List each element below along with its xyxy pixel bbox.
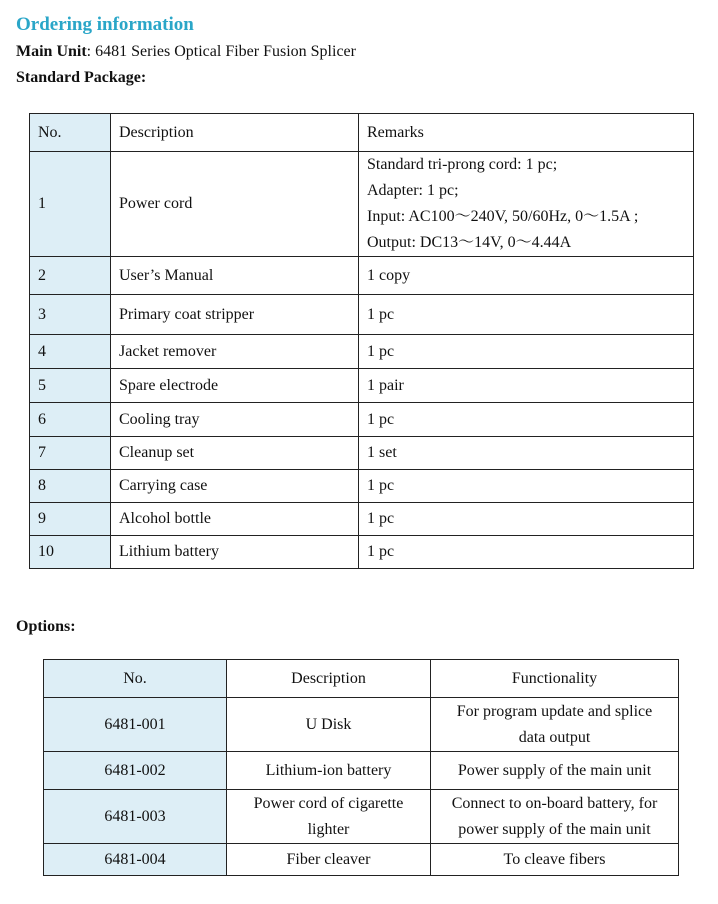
cell-no: 6 bbox=[30, 403, 111, 437]
table-row bbox=[30, 295, 694, 335]
description-line: Lithium-ion battery bbox=[265, 761, 392, 779]
cell-description: Cooling tray bbox=[111, 403, 359, 437]
cell-functionality bbox=[431, 844, 679, 876]
description-line: Fiber cleaver bbox=[286, 850, 371, 868]
cell-description bbox=[227, 698, 431, 752]
remark-line: Input: AC100～240V, 50/60Hz, 0～1.5A ; bbox=[367, 208, 639, 225]
cell-no: 1 bbox=[30, 152, 111, 257]
header-remarks: Remarks bbox=[359, 114, 694, 152]
remark-line: 1 pc bbox=[367, 410, 395, 428]
cell-no: 6481-001 bbox=[44, 698, 227, 752]
table-row bbox=[30, 470, 694, 503]
table-row bbox=[30, 369, 694, 403]
cell-no: 4 bbox=[30, 335, 111, 369]
functionality-line: power supply of the main unit bbox=[458, 820, 651, 838]
cell-description: Spare electrode bbox=[111, 369, 359, 403]
description-line: U Disk bbox=[305, 715, 352, 733]
table-header-row bbox=[44, 660, 679, 698]
cell-description: Primary coat stripper bbox=[111, 295, 359, 335]
cell-remarks bbox=[359, 335, 694, 369]
remark-line: 1 pc bbox=[367, 342, 395, 360]
header-no: No. bbox=[30, 114, 111, 152]
cell-description bbox=[227, 790, 431, 844]
functionality-line: Connect to on-board battery, for bbox=[451, 794, 658, 812]
cell-no: 7 bbox=[30, 437, 111, 470]
cell-no: 9 bbox=[30, 503, 111, 536]
cell-remarks bbox=[359, 536, 694, 569]
cell-functionality bbox=[431, 698, 679, 752]
header-description: Description bbox=[111, 114, 359, 152]
cell-description: Power cord bbox=[111, 152, 359, 257]
options-label: Options: bbox=[16, 618, 76, 635]
cell-description bbox=[227, 752, 431, 790]
description-line: Power cord of cigarette bbox=[253, 794, 404, 812]
cell-description: Alcohol bottle bbox=[111, 503, 359, 536]
standard-package-label: Standard Package: bbox=[16, 69, 147, 86]
remark-line: Standard tri-prong cord: 1 pc; bbox=[367, 156, 558, 173]
options-table bbox=[43, 659, 679, 876]
cell-description: Carrying case bbox=[111, 470, 359, 503]
functionality-line: Power supply of the main unit bbox=[457, 761, 652, 779]
table-row bbox=[30, 536, 694, 569]
cell-no: 2 bbox=[30, 257, 111, 295]
cell-no: 3 bbox=[30, 295, 111, 335]
description-line: lighter bbox=[307, 820, 350, 838]
header-no: No. bbox=[44, 660, 227, 698]
page-title: Ordering information bbox=[16, 14, 194, 35]
cell-no: 8 bbox=[30, 470, 111, 503]
table-row bbox=[44, 790, 679, 844]
cell-remarks bbox=[359, 257, 694, 295]
cell-remarks bbox=[359, 152, 694, 257]
standard-package-table bbox=[29, 113, 694, 569]
header-functionality: Functionality bbox=[431, 660, 679, 698]
cell-description: User’s Manual bbox=[111, 257, 359, 295]
remark-line: 1 set bbox=[367, 444, 397, 461]
table-row bbox=[30, 152, 694, 257]
cell-remarks bbox=[359, 503, 694, 536]
cell-description: Lithium battery bbox=[111, 536, 359, 569]
table-header-row bbox=[30, 114, 694, 152]
cell-functionality bbox=[431, 790, 679, 844]
remark-line: 1 pc bbox=[367, 477, 395, 494]
table-row bbox=[30, 403, 694, 437]
cell-description bbox=[227, 844, 431, 876]
main-unit-line bbox=[16, 43, 356, 61]
cell-no: 5 bbox=[30, 369, 111, 403]
main-unit-value: : 6481 Series Optical Fiber Fusion Splicer bbox=[86, 43, 356, 60]
cell-description: Jacket remover bbox=[111, 335, 359, 369]
remark-line: 1 pair bbox=[367, 376, 404, 394]
cell-functionality bbox=[431, 752, 679, 790]
table-row bbox=[44, 844, 679, 876]
functionality-line: data output bbox=[518, 728, 591, 746]
table-row bbox=[30, 257, 694, 295]
table-row bbox=[30, 335, 694, 369]
cell-description: Cleanup set bbox=[111, 437, 359, 470]
cell-remarks bbox=[359, 470, 694, 503]
remark-line: 1 copy bbox=[367, 266, 411, 284]
cell-no: 10 bbox=[30, 536, 111, 569]
table-row bbox=[30, 503, 694, 536]
remark-line: 1 pc bbox=[367, 510, 395, 527]
remark-line: Adapter: 1 pc; bbox=[367, 182, 459, 199]
remark-line: Output: DC13～14V, 0～4.44A bbox=[367, 234, 572, 251]
cell-no: 6481-004 bbox=[44, 844, 227, 876]
cell-remarks bbox=[359, 369, 694, 403]
cell-no: 6481-003 bbox=[44, 790, 227, 844]
table-row bbox=[30, 437, 694, 470]
remark-line: 1 pc bbox=[367, 305, 395, 323]
cell-remarks bbox=[359, 403, 694, 437]
functionality-line: To cleave fibers bbox=[503, 850, 606, 868]
cell-remarks bbox=[359, 295, 694, 335]
table-row bbox=[44, 698, 679, 752]
main-unit-label: Main Unit bbox=[16, 43, 87, 60]
cell-no: 6481-002 bbox=[44, 752, 227, 790]
remark-line: 1 pc bbox=[367, 543, 395, 560]
header-description: Description bbox=[227, 660, 431, 698]
functionality-line: For program update and splice bbox=[456, 702, 653, 720]
table-row bbox=[44, 752, 679, 790]
cell-remarks bbox=[359, 437, 694, 470]
